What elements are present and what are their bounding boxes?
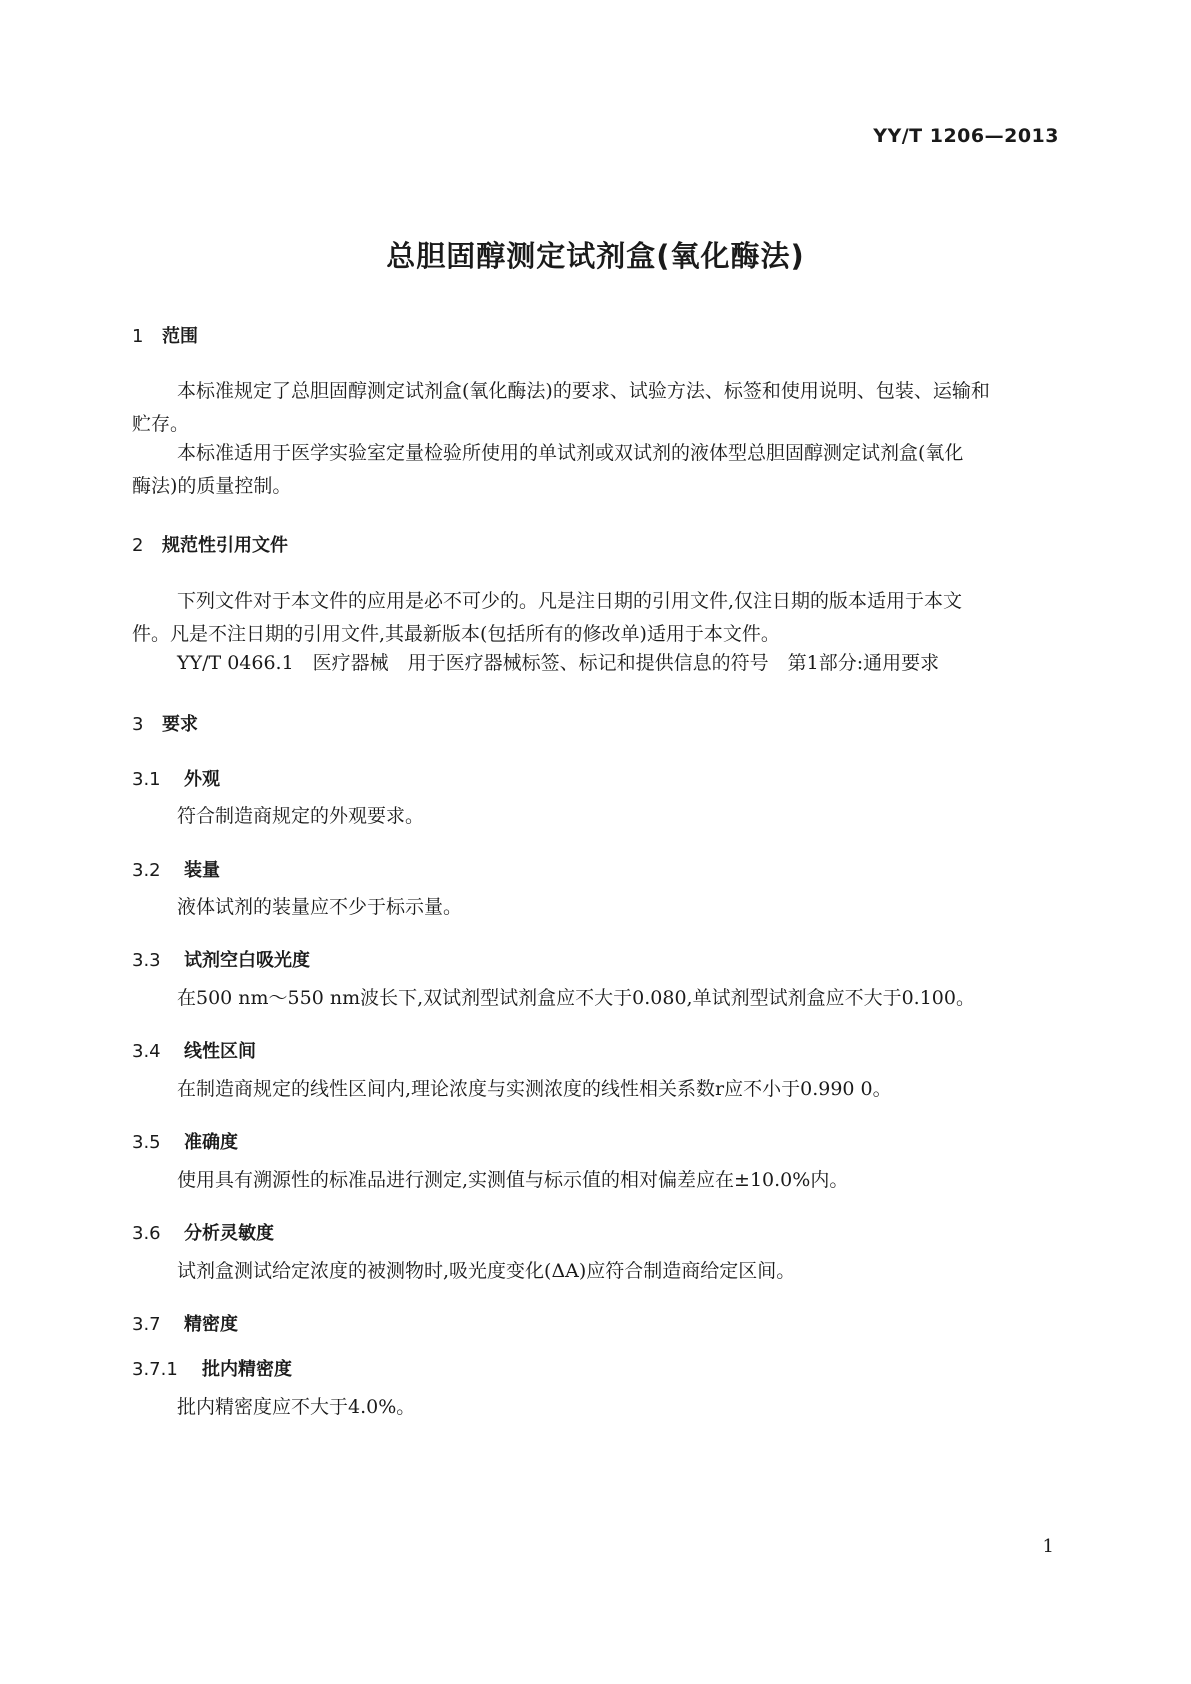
- subsection-title: 精密度: [184, 1314, 238, 1335]
- section-number: 1: [132, 326, 144, 347]
- subsection-3-3-heading: [132, 946, 310, 972]
- paragraph-line: 件。凡是不注日期的引用文件,其最新版本(包括所有的修改单)适用于本文件。: [132, 623, 780, 645]
- subsection-number: 3.3: [132, 950, 161, 971]
- section-1-paragraph-2: [132, 437, 1060, 503]
- subsection-3-5-text: [132, 1164, 1060, 1197]
- subsection-3-4-text: [132, 1073, 1060, 1106]
- paragraph-line: 批内精密度应不大于4.0%。: [177, 1396, 416, 1418]
- subsection-title: 外观: [184, 769, 220, 790]
- subsection-number: 3.4: [132, 1041, 161, 1062]
- subsection-3-6-text: [132, 1255, 1060, 1288]
- subsection-3-7-1-text: [132, 1391, 1060, 1424]
- subsection-3-2-text: [132, 891, 1060, 924]
- subsection-3-1-heading: [132, 765, 220, 791]
- subsection-3-2-heading: [132, 856, 220, 882]
- section-3-heading: [132, 710, 198, 736]
- subsection-title: 试剂空白吸光度: [184, 950, 310, 971]
- paragraph-line: 下列文件对于本文件的应用是必不可少的。凡是注日期的引用文件,仅注日期的版本适用于本文: [177, 590, 963, 612]
- paragraph-line: 符合制造商规定的外观要求。: [177, 805, 425, 827]
- page-number: 1: [1042, 1536, 1054, 1557]
- subsection-number: 3.6: [132, 1223, 161, 1244]
- subsection-3-1-text: [132, 800, 1060, 833]
- subsection-3-5-heading: [132, 1128, 238, 1154]
- subsection-title: 准确度: [184, 1132, 238, 1153]
- subsection-3-7-1-heading: [132, 1355, 292, 1381]
- subsection-title: 批内精密度: [202, 1359, 292, 1380]
- subsection-title: 分析灵敏度: [184, 1223, 274, 1244]
- subsection-title: 线性区间: [184, 1041, 256, 1062]
- section-title: 范围: [162, 326, 198, 347]
- subsection-number: 3.7: [132, 1314, 161, 1335]
- paragraph-line: 在制造商规定的线性区间内,理论浓度与实测浓度的线性相关系数r应不小于0.990 0。: [177, 1078, 892, 1100]
- reference-line: YY/T 0466.1 医疗器械 用于医疗器械标签、标记和提供信息的符号 第1部分:通用要求: [177, 652, 940, 674]
- paragraph-line: 本标准规定了总胆固醇测定试剂盒(氧化酶法)的要求、试验方法、标签和使用说明、包装、运输和: [177, 380, 990, 402]
- document-title: 总胆固醇测定试剂盒(氧化酶法): [386, 239, 805, 273]
- section-1-heading: [132, 322, 198, 348]
- paragraph-line: 酶法)的质量控制。: [132, 475, 292, 497]
- paragraph-line: 贮存。: [132, 413, 190, 435]
- section-number: 2: [132, 535, 144, 556]
- subsection-number: 3.1: [132, 769, 161, 790]
- subsection-3-6-heading: [132, 1219, 274, 1245]
- subsection-title: 装量: [184, 860, 220, 881]
- standard-code: YY/T 1206—2013: [873, 125, 1059, 147]
- paragraph-line: 试剂盒测试给定浓度的被测物时,吸光度变化(ΔA)应符合制造商给定区间。: [177, 1260, 796, 1282]
- section-1-paragraph-1: [132, 375, 1060, 441]
- section-2-heading: [132, 531, 288, 557]
- subsection-3-3-text: [132, 982, 1060, 1015]
- subsection-3-7-heading: [132, 1310, 238, 1336]
- section-title: 要求: [162, 714, 198, 735]
- normative-reference: [132, 647, 1060, 680]
- paragraph-line: 液体试剂的装量应不少于标示量。: [177, 896, 463, 918]
- section-number: 3: [132, 714, 144, 735]
- paragraph-line: 在500 nm～550 nm波长下,双试剂型试剂盒应不大于0.080,单试剂型试剂盒应不大于0.100。: [177, 987, 975, 1009]
- paragraph-line: 使用具有溯源性的标准品进行测定,实测值与标示值的相对偏差应在±10.0%内。: [177, 1169, 849, 1191]
- subsection-3-4-heading: [132, 1037, 256, 1063]
- section-title: 规范性引用文件: [162, 535, 288, 556]
- subsection-number: 3.5: [132, 1132, 161, 1153]
- section-2-paragraph-1: [132, 585, 1060, 651]
- subsection-number: 3.7.1: [132, 1359, 178, 1380]
- subsection-number: 3.2: [132, 860, 161, 881]
- paragraph-line: 本标准适用于医学实验室定量检验所使用的单试剂或双试剂的液体型总胆固醇测定试剂盒(氧化: [177, 442, 964, 464]
